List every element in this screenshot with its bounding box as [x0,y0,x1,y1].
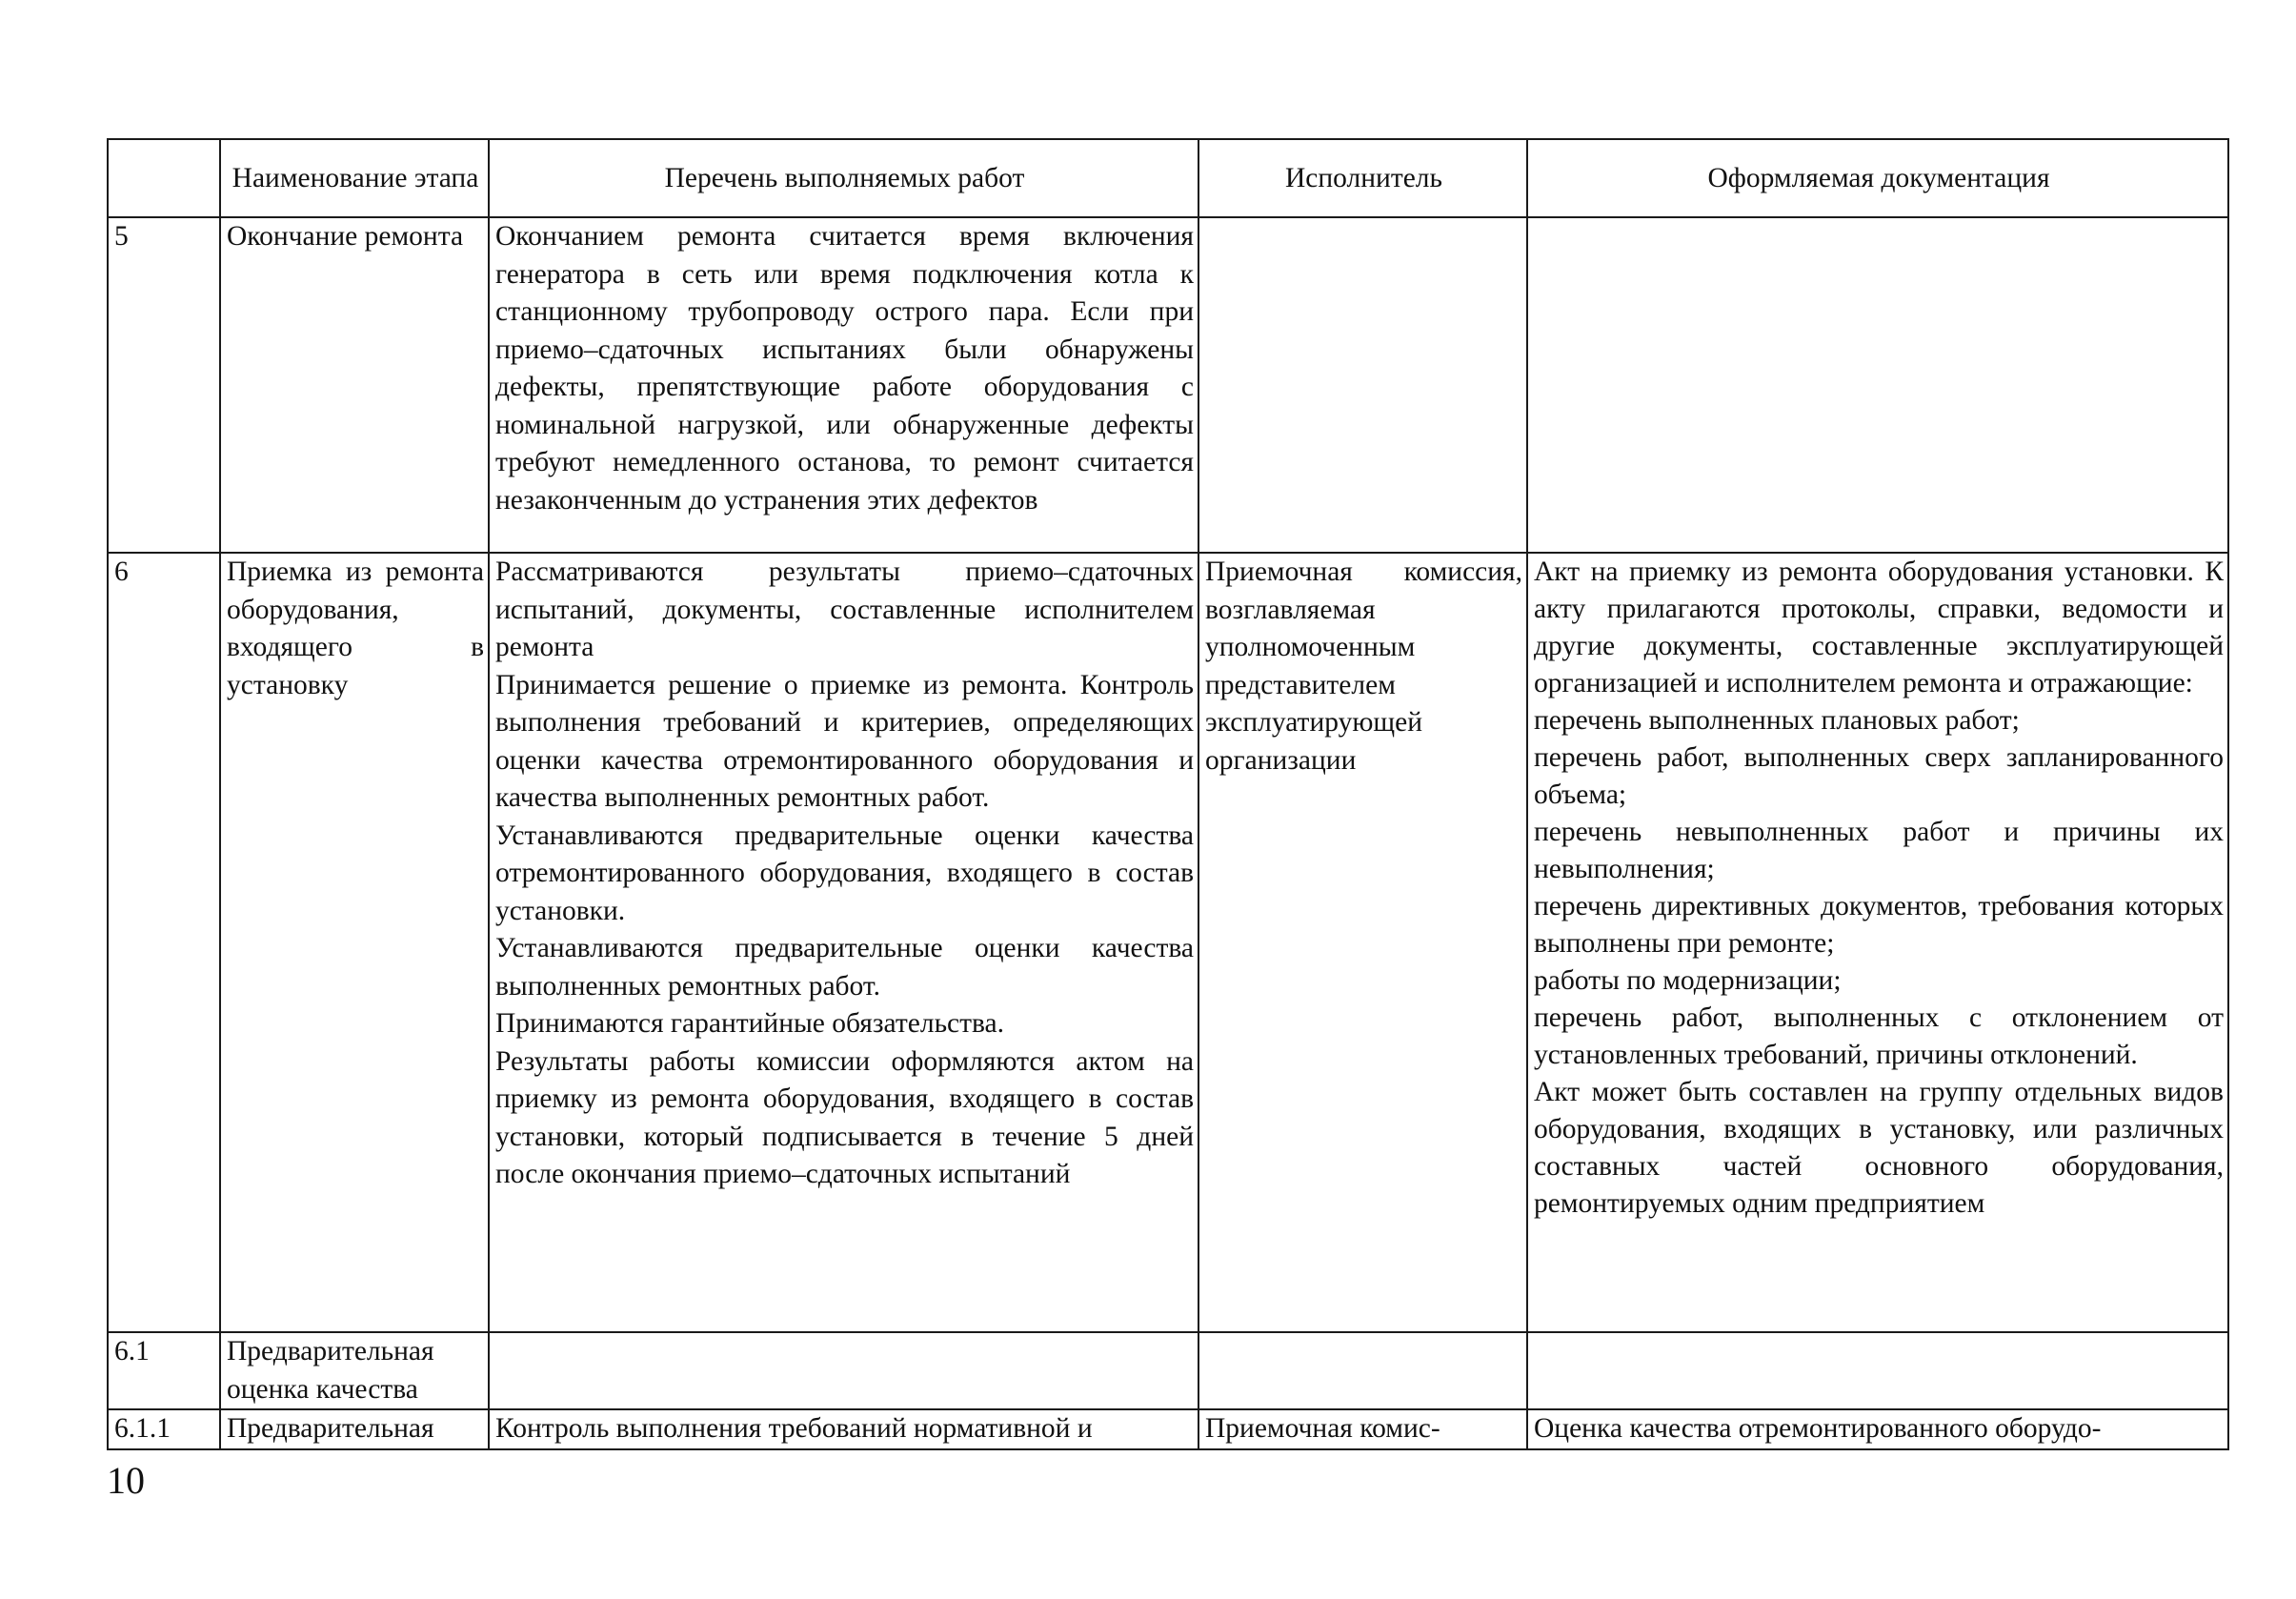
repair-stages-table [107,138,2229,1450]
row-executor: Приемочная комис- [1198,1409,1527,1449]
row-executor [1198,217,1527,553]
row-documentation [1527,553,2228,1332]
row-works-list [489,1332,1198,1409]
row-executor: Приемочная комиссия, возглавляемая уполномоченным представителем эксплуатирующей организации [1198,553,1527,1332]
header-number [108,139,220,217]
row-works-list [489,1409,1198,1449]
page-number: 10 [107,1459,145,1502]
header-executor: Исполнитель [1198,139,1527,217]
documentation-paragraph: Акт может быть составлен на группу отдельных видов оборудования, входящих в установку, или различных составных частей основного оборудования, ремонтируемых одним предприятием [1534,1077,2224,1219]
row-stage-name: Окончание ремонта [220,217,489,553]
works-paragraph: Рассматриваются результаты приемо–сдаточных испытаний, документы, составленные исполнителем ремонта [495,557,1194,662]
row-number: 6.1.1 [108,1409,220,1449]
row-stage-name: Предварительная [220,1409,489,1449]
row-number: 6.1 [108,1332,220,1409]
works-paragraph: Результаты работы комиссии оформляются актом на приемку из ремонта оборудования, входящего в состав установки, который подписывается в течение 5 дней после окончания приемо–сдаточных испытаний [495,1045,1194,1189]
header-documentation: Оформляемая документация [1527,139,2228,217]
row-documentation [1527,1409,2228,1449]
row-works-list [489,217,1198,553]
table-row [108,553,2228,1332]
works-paragraph: Контроль выполнения требований нормативной и [495,1413,1093,1444]
row-executor [1198,1332,1527,1409]
documentation-paragraph: перечень директивных документов, требования которых выполнены при ремонте; [1534,891,2224,959]
documentation-paragraph: перечень невыполненных работ и причины их невыполнения; [1534,817,2224,884]
row-works-list [489,553,1198,1332]
row-documentation [1527,1332,2228,1409]
row-stage-name: Предварительная оценка качества [220,1332,489,1409]
table-row [108,1409,2228,1449]
works-paragraph: Окончанием ремонта считается время включения генератора в сеть или время подключения котла к станционному трубопроводу острого пара. Если при приемо–сдаточных испытаниях были обнаружены дефекты, препятствующие работе оборудования с номинальной нагрузкой, или обнаруженные дефекты требуют немедленного останова, то ремонт считается незаконченным до устранения этих дефектов [495,221,1194,516]
row-number: 5 [108,217,220,553]
table-header-row [108,139,2228,217]
row-number: 6 [108,553,220,1332]
documentation-paragraph: перечень выполненных плановых работ; [1534,705,2020,736]
header-works-list: Перечень выполняемых работ [489,139,1198,217]
documentation-paragraph: перечень работ, выполненных сверх запланированного объема; [1534,742,2224,810]
header-stage-name: Наименование этапа [220,139,489,217]
documentation-paragraph: перечень работ, выполненных с отклонением от установленных требований, причины отклонений. [1534,1002,2224,1070]
documentation-paragraph: Оценка качества отремонтированного оборудо- [1534,1413,2102,1444]
row-documentation [1527,217,2228,553]
table-row [108,1332,2228,1409]
documentation-paragraph: работы по модернизации; [1534,965,1842,996]
row-stage-name: Приемка из ремонта оборудования, входящего в установку [220,553,489,1332]
works-paragraph: Устанавливаются предварительные оценки качества отремонтированного оборудования, входящего в состав установки. [495,820,1194,926]
works-paragraph: Устанавливаются предварительные оценки качества выполненных ремонтных работ. [495,933,1194,1002]
works-paragraph: Принимаются гарантийные обязательства. [495,1008,1005,1039]
table-row [108,217,2228,553]
works-paragraph: Принимается решение о приемке из ремонта. Контроль выполнения требований и критериев, определяющих оценки качества отремонтированного оборудования и качества выполненных ремонтных работ. [495,669,1194,813]
documentation-paragraph: Акт на приемку из ремонта оборудования установки. К акту прилагаются протоколы, справки, ведомости и другие документы, составленные эксплуатирующей организацией и исполнителем ремонта и отражающие: [1534,557,2224,698]
